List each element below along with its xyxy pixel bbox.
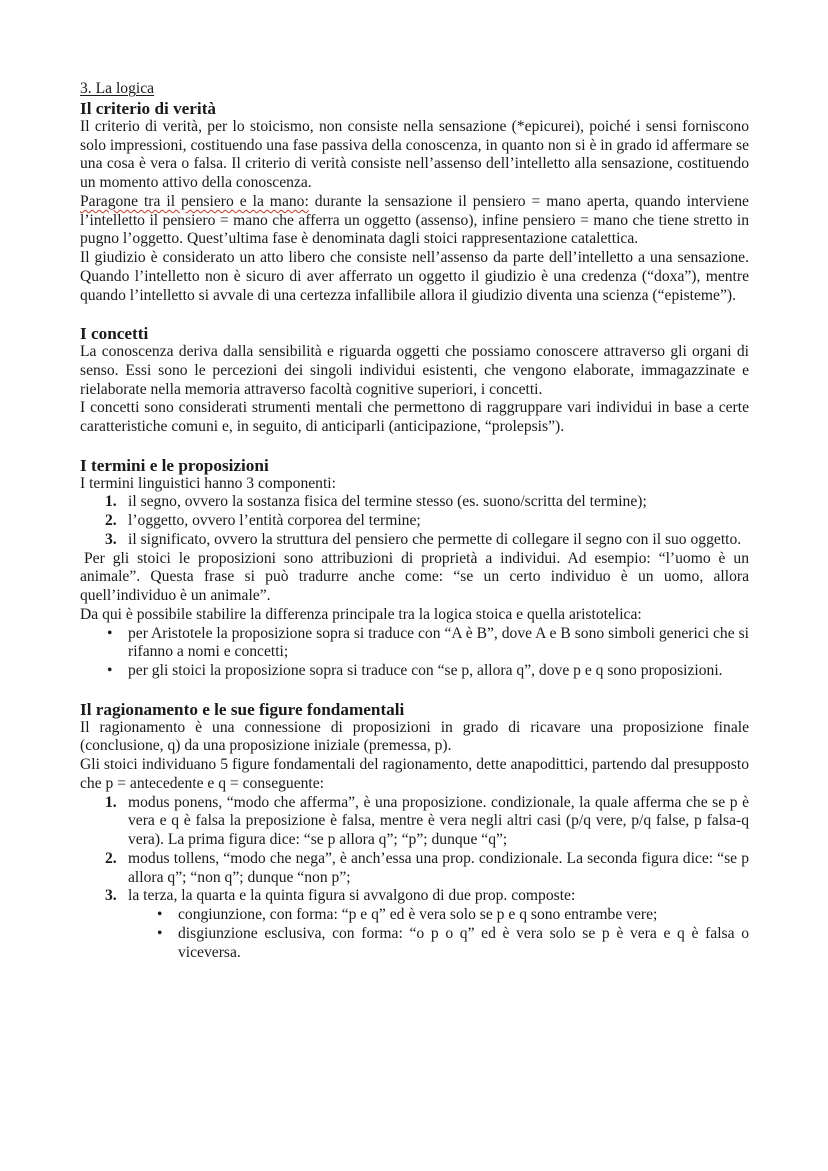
nested-bullet-list xyxy=(80,906,749,962)
paragraph: Gli stoici individuano 5 figure fondamentali del ragionamento, dette anapodittici, partendo dal presupposto che p = antecedente e q = conseguente: xyxy=(80,756,749,792)
section-heading-concetti: I concetti xyxy=(80,324,149,343)
list-item-text: l’oggetto, ovvero l’entità corporea del termine; xyxy=(128,512,421,529)
paragraph: I concetti sono considerati strumenti mentali che permettono di raggruppare vari individui in base a certe caratteristiche comuni e, in seguito, di anticiparli (anticipazione, “prolepsis”). xyxy=(80,399,749,435)
paragraph: Da qui è possibile stabilire la differenza principale tra la logica stoica e quella aristotelica: xyxy=(80,605,642,623)
list-number: 1. xyxy=(105,493,117,511)
paragraph xyxy=(80,193,749,249)
list-item-text: il segno, ovvero la sostanza fisica del termine stesso (es. suono/scritta del termine); xyxy=(128,493,647,511)
list-number: 3. xyxy=(105,530,117,548)
list-item xyxy=(80,662,749,681)
list-item xyxy=(80,493,749,512)
list-item xyxy=(80,850,749,888)
paragraph-text: durante la sensazione il pensiero = mano aperta, quando interviene l’intelletto il pensiero = mano che afferra un oggetto (assenso), infine pensiero = mano che tiene stretto in pugno l’oggetto. Quest’ultima fase è denominata dagli stoici rappresentazione catalettica. xyxy=(80,192,749,248)
bullet-icon: • xyxy=(107,662,113,679)
list-item-text: per gli stoici la proposizione sopra si traduce con “se p, allora q”, dove p e q sono proposizioni. xyxy=(128,662,723,679)
list-item-text: disgiunzione esclusiva, con forma: “o p o q” ed è vera solo se p è vera e q è falsa o viceversa. xyxy=(178,924,749,961)
paragraph: Il criterio di verità, per lo stoicismo, non consiste nella sensazione (*epicurei), poiché i sensi forniscono solo impressioni, costituendo una fase passiva della conoscenza, in quanto non si è in grado id affermare se una cosa è vera o falsa. Il criterio di verità consiste nell’assenso dell’intelletto alla sensazione, costituendo un momento attivo della conoscenza. xyxy=(80,117,749,191)
list-item xyxy=(80,794,749,850)
list-item-text: per Aristotele la proposizione sopra si traduce con “A è B”, dove A e B sono simboli generici che si rifanno a nomi e concetti; xyxy=(128,624,749,661)
list-item xyxy=(80,512,749,531)
bullet-icon: • xyxy=(107,624,113,642)
numbered-list xyxy=(80,493,749,549)
section-heading-criterio: Il criterio di verità xyxy=(80,98,217,118)
paragraph: Per gli stoici le proposizioni sono attribuzioni di proprietà a individui. Ad esempio: “l’uomo è un animale”. Questa frase si può tradurre anche come: “se un certo individuo è un uomo, allora quell’individuo è un animale”. xyxy=(80,549,749,604)
list-item-text: il significato, ovvero la struttura del pensiero che permette di collegare il segno con il suo oggetto. xyxy=(128,530,742,548)
list-item xyxy=(80,925,749,963)
list-item xyxy=(80,531,749,550)
section-heading-ragionamento: Il ragionamento e le sue figure fondamentali xyxy=(80,699,405,719)
paragraph: I termini linguistici hanno 3 componenti: xyxy=(80,474,336,492)
list-number: 2. xyxy=(105,849,117,867)
list-number: 1. xyxy=(105,793,117,811)
paragraph: Il giudizio è considerato un atto libero che consiste nell’assenso da parte dell’intelletto a una sensazione. Quando l’intelletto non è sicuro di aver afferrato un oggetto il giudizio è una credenza (“doxa”), mentre quando l’intelletto si avvale di una certezza infallibile allora il giudizio diventa una scienza (“episteme”). xyxy=(80,249,749,304)
document-page xyxy=(80,80,749,962)
bullet-icon: • xyxy=(157,906,163,923)
chapter-title: 3. La logica xyxy=(80,80,155,97)
bullet-list xyxy=(80,625,749,681)
list-item-text: congiunzione, con forma: “p e q” ed è vera solo se p e q sono entrambe vere; xyxy=(178,906,658,923)
list-item-text: modus tollens, “modo che nega”, è anch’essa una prop. condizionale. La seconda figura dice: “se p allora q”; “non q”; dunque “non p”; xyxy=(128,849,749,886)
section-heading-termini: I termini e le proposizioni xyxy=(80,455,269,475)
paragraph: Il ragionamento è una connessione di proposizioni in grado di ricavare una proposizione finale (conclusione, q) da una proposizione iniziale (premessa, p). xyxy=(80,718,749,755)
list-item xyxy=(80,887,749,906)
spacer xyxy=(80,681,749,700)
paragraph: La conoscenza deriva dalla sensibilità e riguarda oggetti che possiamo conoscere attraverso gli organi di senso. Essi sono le percezioni dei singoli individui esistenti, che vengono elaborate, immagazzinate e rielaborate nella memoria attraverso facoltà cognitive superiori, i concetti. xyxy=(80,343,749,398)
list-item-text: modus ponens, “modo che afferma”, è una proposizione. condizionale, la quale afferma che se p è vera e q è falsa la preposizione è falsa, mentre è vera negli altri casi (p/q vere, p/q false, p falsa-q vera). La prima figura dice: “se p allora q”; “p”; dunque “q”; xyxy=(128,793,749,848)
list-item xyxy=(80,625,749,663)
list-number: 2. xyxy=(105,512,117,529)
list-item-text: la terza, la quarta e la quinta figura si avvalgono di due prop. composte: xyxy=(128,887,576,905)
numbered-list xyxy=(80,794,749,907)
list-item xyxy=(80,906,749,925)
bullet-icon: • xyxy=(157,924,163,942)
list-number: 3. xyxy=(105,887,117,905)
spacer xyxy=(80,305,749,324)
spacer xyxy=(80,437,749,456)
spellcheck-underlined-label: Paragone tra il pensiero e la mano: xyxy=(80,192,309,210)
